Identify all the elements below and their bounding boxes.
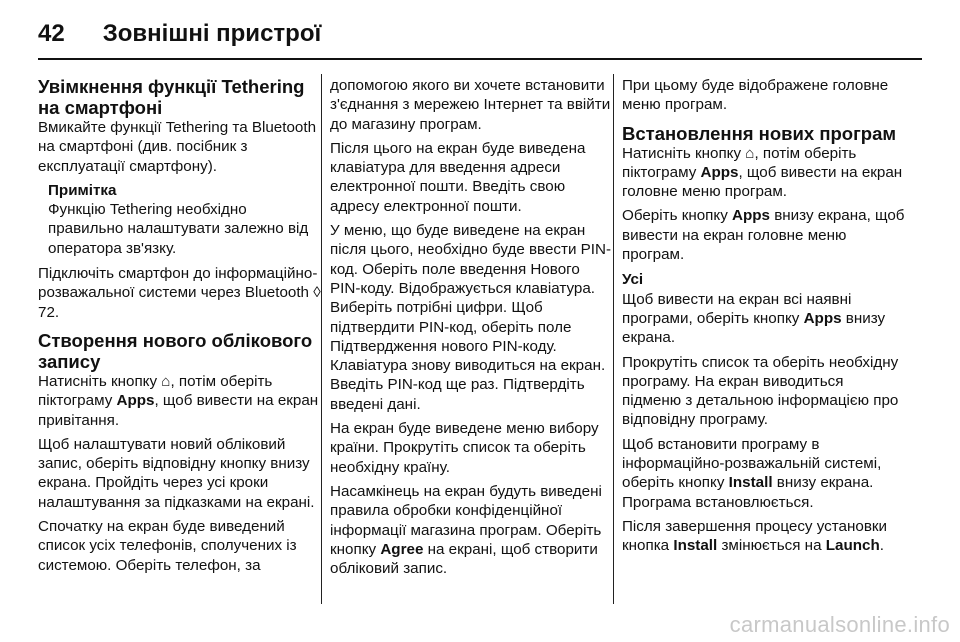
text-run: Натисніть кнопку ⌂, потім оберіть піктограму bbox=[622, 144, 857, 181]
paragraph-c2-4: На екран буде виведене меню вибору країни. Прокрутіть список та оберіть необхідну країну. bbox=[330, 420, 599, 476]
apps-label: Apps bbox=[116, 392, 155, 410]
launch-label: Launch bbox=[825, 537, 880, 555]
column-1 bbox=[38, 76, 321, 580]
paragraph-c2-1: допомогою якого ви хочете встановити з'єднання з мережею Інтернет та ввійти до магазину програм. bbox=[330, 77, 611, 133]
paragraph-c2-3: У меню, що буде виведене на екран після цього, необхідно буде ввести PIN-код. Оберіть поле введення Нового PIN-коду. Відображується клавіатура. Виберіть потрібні цифри. Щоб підтвердити PIN-код, оберіть поле Підтвердження нового PIN-коду. Клавіатура знову виводиться на екран. Введіть PIN-код ще раз. Підтвердіть введені дані. bbox=[330, 222, 612, 413]
column-divider-2 bbox=[613, 74, 614, 604]
text-run: Щоб вивести на екран всі наявні програми, оберіть кнопку bbox=[622, 290, 852, 327]
paragraph-c3-3 bbox=[622, 206, 905, 264]
text-run: Щоб встановити програму в інформаційно-розважальній системі, оберіть кнопку bbox=[622, 435, 882, 492]
paragraph-c3-1: При цьому буде відображене головне меню програм. bbox=[622, 77, 889, 114]
page-title: Зовнішні пристрої bbox=[102, 20, 322, 47]
apps-label: Apps bbox=[700, 163, 739, 181]
subheading-all: Усі bbox=[622, 271, 644, 289]
text-run: Оберіть кнопку bbox=[622, 207, 733, 225]
paragraph-c3-5: Прокрутіть список та оберіть необхідну програму. На екран виводиться підменю з детальною інформацією про відповідну програму. bbox=[622, 353, 899, 429]
text-run: Натисніть кнопку ⌂, потім оберіть піктограму bbox=[38, 372, 273, 410]
paragraph-connect: Підключіть смартфон до інформаційно-розважальної системи через Bluetooth ◊ 72. bbox=[38, 265, 321, 321]
install-label: Install bbox=[673, 537, 718, 555]
column-divider-1 bbox=[321, 74, 322, 604]
text-run: внизу екрана. bbox=[622, 309, 886, 347]
column-3 bbox=[622, 76, 905, 561]
column-2 bbox=[330, 76, 613, 583]
header-rule bbox=[38, 58, 922, 60]
text-run: внизу екрана, щоб вивести на екран головне меню програм. bbox=[622, 207, 905, 264]
apps-label: Apps bbox=[803, 309, 842, 327]
text-run: . bbox=[879, 537, 884, 555]
page-header bbox=[38, 14, 922, 54]
note-block bbox=[38, 181, 321, 258]
paragraph-c2-2: Після цього на екран буде виведена клавіатура для введення адреси електронної пошти. Введіть свою адресу електронної пошти. bbox=[330, 139, 586, 215]
note-text: Функцію Tethering необхідно правильно налаштувати залежно від оператора зв'язку. bbox=[48, 201, 309, 257]
heading-new-account: Створення нового облікового запису bbox=[38, 329, 313, 372]
apps-label: Apps bbox=[732, 207, 770, 225]
paragraph-c2-5 bbox=[330, 482, 613, 578]
paragraph-tethering: Вмикайте функції Tethering та Bluetooth на смартфоні (див. посібник з експлуатації смартфону). bbox=[38, 119, 317, 175]
text-run: на екрані, щоб створити обліковий запис. bbox=[330, 540, 598, 578]
paragraph-c3-6 bbox=[622, 435, 905, 512]
paragraph-c3-2 bbox=[622, 144, 905, 202]
heading-install-apps: Встановлення нових програм bbox=[622, 122, 897, 144]
watermark: carmanualsonline.info bbox=[729, 612, 950, 637]
text-run: внизу екрана. Програма встановлюється. bbox=[622, 474, 874, 511]
page-number: 42 bbox=[38, 20, 65, 47]
paragraph-account-3: Спочатку на екран буде виведений список усіх телефонів, сполучених із системою. Оберіть телефон, за bbox=[38, 518, 297, 574]
paragraph-c3-4 bbox=[622, 290, 905, 348]
text-run: змінюється на bbox=[717, 537, 826, 555]
text-run: , щоб вивести на екран привітання. bbox=[38, 392, 319, 429]
install-label: Install bbox=[728, 474, 773, 492]
text-run: , щоб вивести на екран головне меню програм. bbox=[622, 163, 903, 201]
paragraph-account-1 bbox=[38, 372, 321, 430]
paragraph-c3-7 bbox=[622, 517, 905, 556]
text-run: Насамкінець на екран будуть виведені правила обробки конфіденційної інформації магазина програм. Оберіть кнопку bbox=[330, 482, 602, 558]
paragraph-account-2: Щоб налаштувати новий обліковий запис, оберіть відповідну кнопку внизу екрана. Пройдіть через усі кроки налаштування за підказками на екрані. bbox=[38, 435, 315, 511]
agree-label: Agree bbox=[380, 540, 424, 558]
heading-tethering: Увімкнення функції Tethering на смартфоні bbox=[38, 76, 305, 118]
text-run: Після завершення процесу установки кнопка bbox=[622, 517, 888, 555]
note-title: Примітка bbox=[48, 181, 117, 199]
